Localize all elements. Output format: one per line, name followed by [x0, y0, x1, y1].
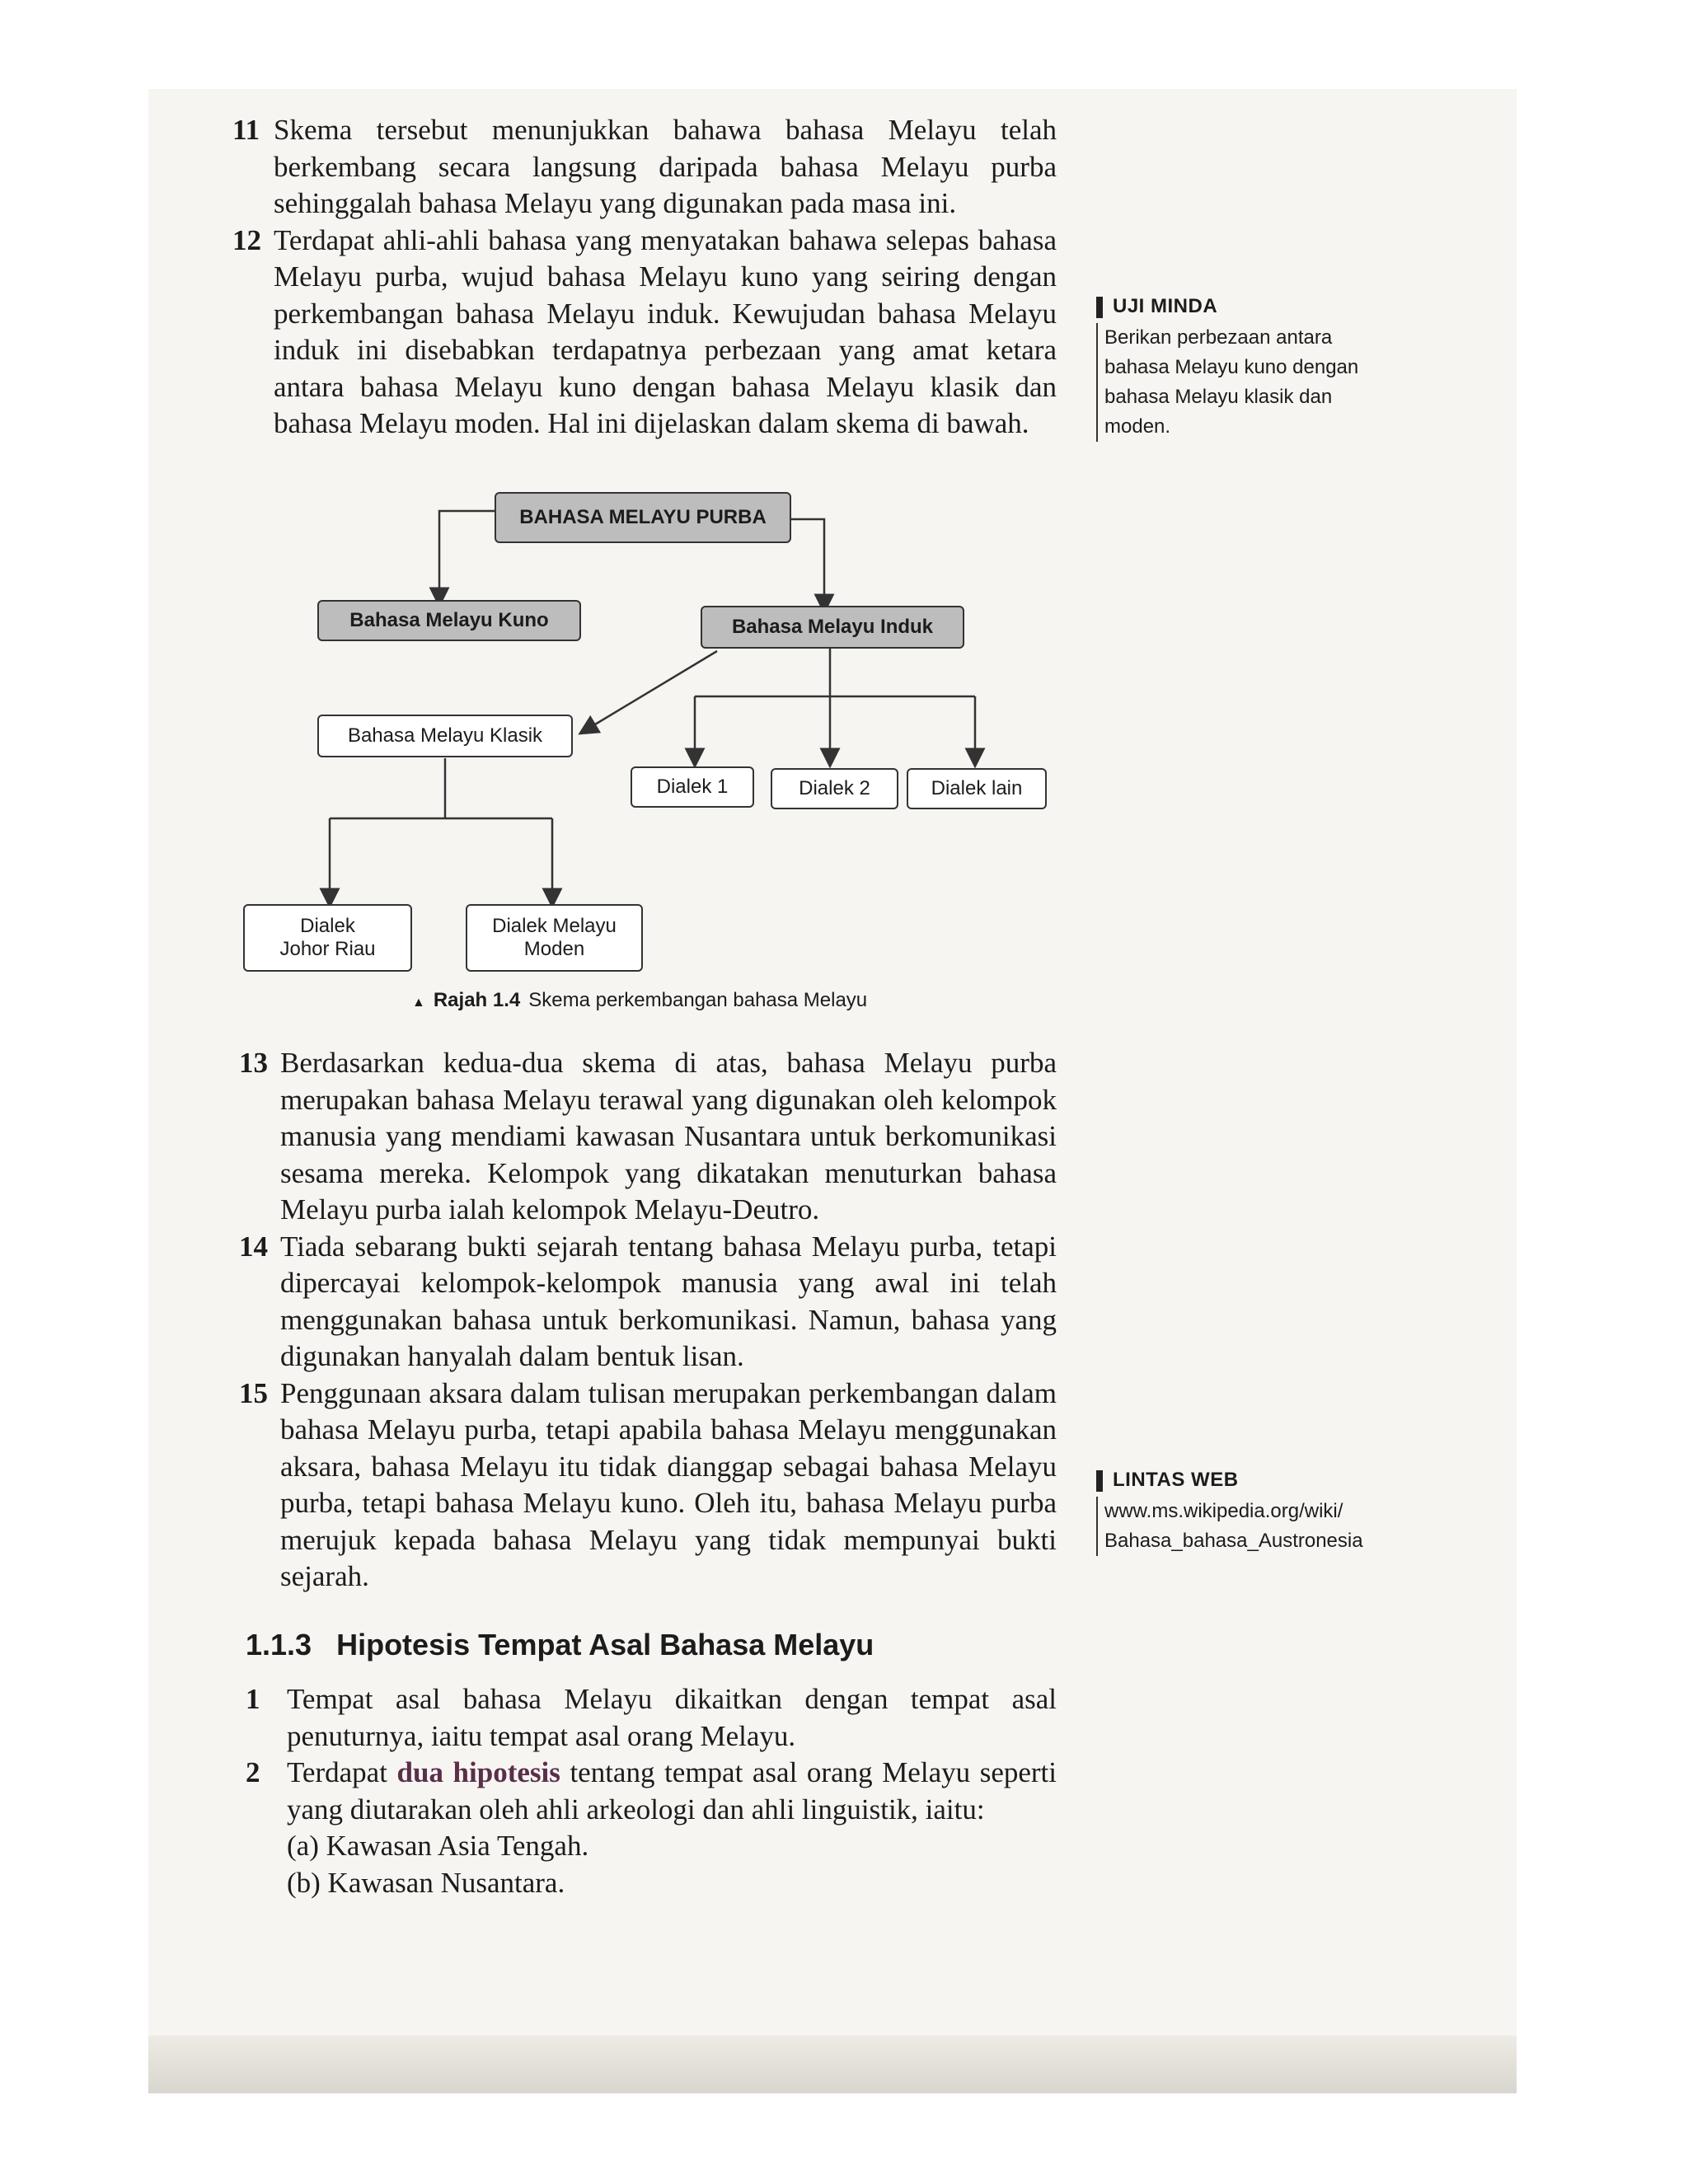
paragraph-text: Berdasarkan kedua-dua skema di atas, bahasa Melayu purba merupakan bahasa Melayu terawal yang digunakan oleh kelompok manusia yang mendiami kawasan Nusantara untuk berkomunikasi sesama mereka. Kelompok yang dikatakan menuturkan bahasa Melayu purba ialah kelompok Melayu-Deutro.: [280, 1047, 1057, 1226]
lintas-web-title: LINTAS WEB: [1096, 1469, 1393, 1492]
box-dialek-1: Dialek 1: [631, 766, 754, 808]
box-line: Johor Riau: [279, 938, 376, 960]
paragraph-text: Skema tersebut menunjukkan bahawa bahasa Melayu telah berkembang secara langsung daripada bahasa Melayu purba sehinggalah bahasa Melayu yang digunakan pada masa ini.: [274, 114, 1057, 219]
paragraph-number: 13: [239, 1047, 268, 1079]
section-paragraph-2: [246, 1755, 1057, 1828]
box-bahasa-melayu-klasik: Bahasa Melayu Klasik: [317, 715, 573, 757]
box-bahasa-melayu-purba: BAHASA MELAYU PURBA: [495, 492, 791, 543]
paragraph-text: Penggunaan aksara dalam tulisan merupakan perkembangan dalam bahasa Melayu purba, tetapi apabila bahasa Melayu menggunakan aksara, bahasa Melayu itu tidak dianggap sebagai bahasa Melayu purba, tetapi bahasa Melayu kuno. Oleh itu, bahasa Melayu purba merujuk kepada bahasa Melayu yang tidak mempunyai bukti sejarah.: [280, 1376, 1057, 1592]
paragraph-text: Terdapat ahli-ahli bahasa yang menyatakan bahawa selepas bahasa Melayu purba, wujud bahasa Melayu kuno yang seiring dengan perkembangan bahasa Melayu induk. Kewujudan bahasa Melayu induk ini disebabkan terdapatnya perbezaan yang amat ketara antara bahasa Melayu kuno dengan bahasa Melayu klasik dan bahasa Melayu moden. Hal ini dijelaskan dalam skema di bawah.: [274, 223, 1057, 439]
caption-text: Skema perkembangan bahasa Melayu: [528, 989, 868, 1011]
highlighted-term: dua hipotesis: [396, 1756, 560, 1788]
paragraph-11: [232, 112, 1057, 223]
box-line: Moden: [523, 938, 585, 960]
paragraph-number: 11: [232, 114, 260, 146]
paragraph-number: 2: [246, 1756, 260, 1788]
box-line: Dialek: [300, 915, 355, 937]
development-diagram: [231, 482, 1071, 1026]
paragraph-12: [232, 223, 1057, 443]
section-heading: [246, 1628, 874, 1662]
section-paragraphs: [246, 1681, 1057, 1901]
section-paragraph-1: [246, 1681, 1057, 1755]
paragraph-text-start: Terdapat: [287, 1756, 387, 1788]
web-link-line[interactable]: www.ms.wikipedia.org/wiki/: [1104, 1500, 1343, 1522]
paragraph-number: 1: [246, 1683, 260, 1715]
paragraph-text-end: tentang tempat asal orang Melayu seperti yang diutarakan oleh ahli arkeologi dan ahli linguistik, iaitu:: [287, 1756, 1057, 1825]
paragraph-13: [239, 1045, 1057, 1229]
box-dialek-lain: Dialek lain: [907, 768, 1047, 809]
middle-paragraphs: [239, 1045, 1057, 1596]
list-item: (a) Kawasan Asia Tengah.: [287, 1830, 589, 1862]
figure-caption: [412, 989, 867, 1012]
lintas-web-note: [1096, 1469, 1393, 1556]
box-line: Dialek Melayu: [492, 915, 617, 937]
section-title: Hipotesis Tempat Asal Bahasa Melayu: [336, 1628, 874, 1661]
box-dialek-johor-riau: [243, 904, 412, 972]
lintas-web-body: [1096, 1497, 1393, 1556]
top-paragraphs: [232, 112, 1057, 443]
paragraph-number: 14: [239, 1230, 268, 1263]
paragraph-14: [239, 1229, 1057, 1376]
caption-label: Rajah 1.4: [433, 989, 521, 1011]
paragraph-text: Tempat asal bahasa Melayu dikaitkan dengan tempat asal penuturnya, iaitu tempat asal orang Melayu.: [287, 1683, 1057, 1752]
section-number: 1.1.3: [246, 1628, 312, 1661]
list-item: (b) Kawasan Nusantara.: [287, 1866, 565, 1899]
paragraph-15: [239, 1376, 1057, 1596]
triangle-up-icon: ▲: [412, 996, 425, 1010]
web-link-line[interactable]: Bahasa_bahasa_Austronesia: [1104, 1530, 1363, 1552]
box-bahasa-melayu-induk: Bahasa Melayu Induk: [701, 606, 964, 649]
paragraph-text: Tiada sebarang bukti sejarah tentang bahasa Melayu purba, tetapi dipercayai kelompok-kelompok manusia yang awal ini telah menggunakan bahasa untuk berkomunikasi. Namun, bahasa yang digunakan hanyalah dalam bentuk lisan.: [280, 1230, 1057, 1372]
box-bahasa-melayu-kuno: Bahasa Melayu Kuno: [317, 600, 581, 641]
uji-minda-body: Berikan perbezaan antara bahasa Melayu kuno dengan bahasa Melayu klasik dan moden.: [1096, 323, 1393, 442]
box-dialek-2: Dialek 2: [771, 768, 898, 809]
paragraph-number: 15: [239, 1376, 268, 1409]
box-dialek-melayu-moden: [466, 904, 643, 972]
paragraph-number: 12: [232, 223, 261, 256]
uji-minda-note: [1096, 295, 1393, 442]
hypothesis-list: [287, 1828, 1057, 1901]
page-bottom-edge: [148, 2036, 1517, 2093]
uji-minda-title: UJI MINDA: [1096, 295, 1393, 318]
